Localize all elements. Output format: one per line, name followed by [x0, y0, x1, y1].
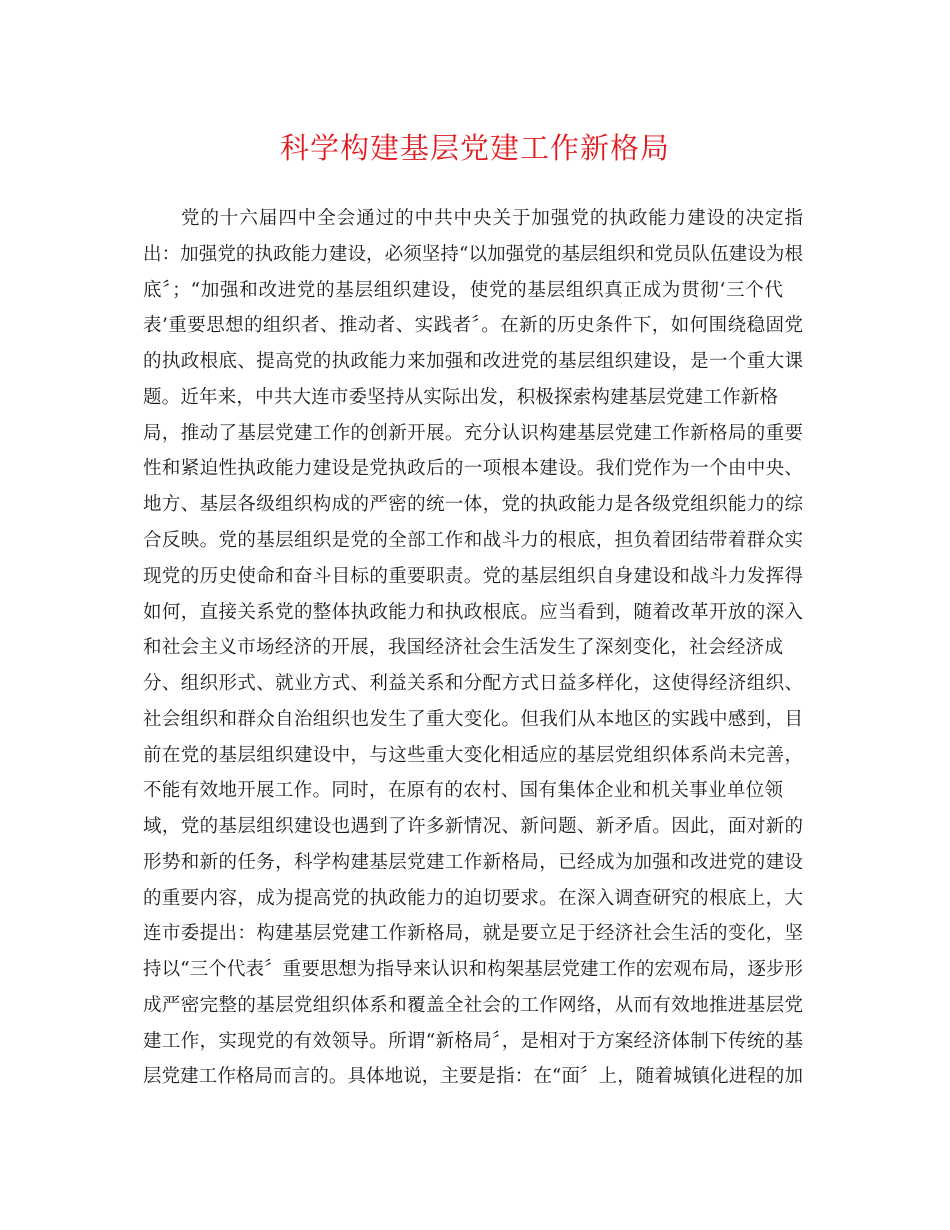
body-line: 社会组织和群众自治组织也发生了重大变化。但我们从本地区的实践中感到，目 — [143, 709, 803, 730]
body-line: 形势和新的任务，科学构建基层党建工作新格局，已经成为加强和改进党的建设 — [143, 852, 803, 873]
body-line: 成严密完整的基层党组织体系和覆盖全社会的工作网络，从而有效地推进基层党 — [143, 995, 803, 1016]
body-line: 现党的历史使命和奋斗目标的重要职责。党的基层组织自身建设和战斗力发挥得 — [143, 566, 803, 587]
body-line: 题。近年来，中共大连市委坚持从实际出发，积极探索构建基层党建工作新格 — [143, 387, 778, 408]
body-line: 的执政根底、提高党的执政能力来加强和改进党的基层组织建设，是一个重大课 — [143, 351, 803, 372]
body-line: 党的十六届四中全会通过的中共中央关于加强党的执政能力建设的决定指 — [181, 208, 803, 229]
body-line: 的重要内容，成为提高党的执政能力的迫切要求。在深入调查研究的根底上，大 — [143, 888, 803, 909]
body-line: 地方、基层各级组织构成的严密的统一体，党的执政能力是各级党组织能力的综 — [143, 494, 803, 515]
body-line: 持以“三个代表〞重要思想为指导来认识和构架基层党建工作的宏观布局，逐步形 — [143, 959, 803, 980]
body-line: 局，推动了基层党建工作的创新开展。充分认识构建基层党建工作新格局的重要 — [143, 423, 803, 444]
document-title: 科学构建基层党建工作新格局 — [279, 131, 670, 165]
body-line: 不能有效地开展工作。同时，在原有的农村、国有集体企业和机关事业单位领 — [143, 780, 783, 801]
body-line: 层党建工作格局而言的。具体地说，主要是指：在“面〞上，随着城镇化进程的加 — [143, 1066, 803, 1087]
body-line: 出：加强党的执政能力建设，必须坚持“以加强党的基层组织和党员队伍建设为根 — [143, 244, 803, 265]
body-line: 如何，直接关系党的整体执政能力和执政根底。应当看到，随着改革开放的深入 — [143, 602, 803, 623]
body-line: 建工作，实现党的有效领导。所谓“新格局〞，是相对于方案经济体制下传统的基 — [143, 1031, 803, 1052]
body-line: 表’重要思想的组织者、推动者、实践者〞。在新的历史条件下，如何围绕稳固党 — [143, 315, 803, 336]
body-line: 合反映。党的基层组织是党的全部工作和战斗力的根底，担负着团结带着群众实 — [143, 530, 803, 551]
body-line: 分、组织形式、就业方式、利益关系和分配方式日益多样化，这使得经济组织、 — [143, 673, 803, 694]
body-line: 域，党的基层组织建设也遇到了许多新情况、新问题、新矛盾。因此，面对新的 — [143, 816, 803, 837]
body-line: 前在党的基层组织建设中，与这些重大变化相适应的基层党组织体系尚未完善， — [143, 745, 803, 766]
body-line: 连市委提出：构建基层党建工作新格局，就是要立足于经济社会生活的变化，坚 — [143, 923, 803, 944]
body-line: 底〞；“加强和改进党的基层组织建设，使党的基层组织真正成为贯彻‘三个代 — [143, 280, 783, 301]
body-line: 性和紧迫性执政能力建设是党执政后的一项根本建设。我们党作为一个由中央、 — [143, 458, 803, 479]
body-line: 和社会主义市场经济的开展，我国经济社会生活发生了深刻变化，社会经济成 — [143, 637, 783, 658]
